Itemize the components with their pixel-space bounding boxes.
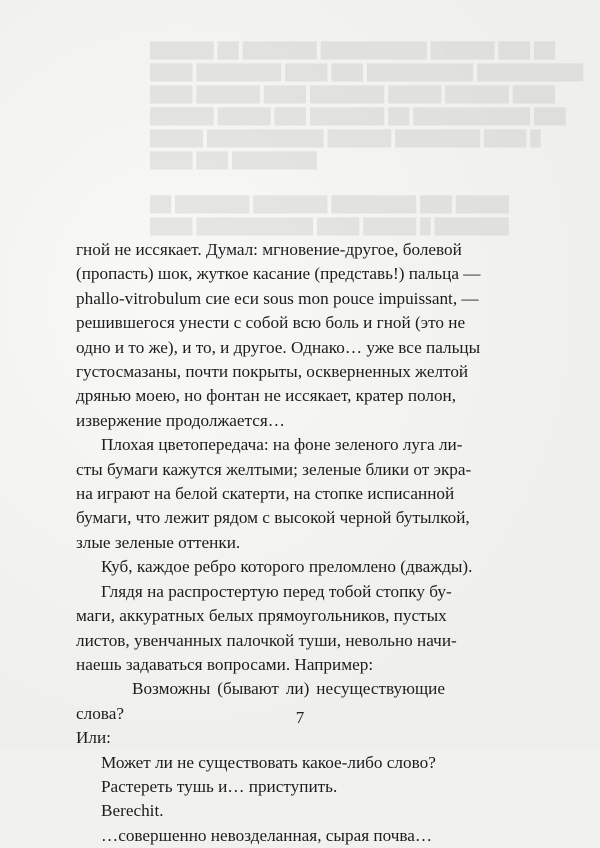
text-line: бумаги, что лежит рядом с высокой черной бутылкой,: [76, 508, 470, 528]
text-line: Berechit.: [101, 801, 164, 821]
text-line: маги, аккуратных белых прямоугольников, пустых: [76, 606, 447, 626]
show-through-text: ██████ ██ ███████ ██████████ ██████ ███ ██ ████ ████████ ████ ███ ██████████ ██████████ ████ ██████ ████ ███████ █████ ██████ ████ ██████ █████ ███ ███████ ██ ███████████ ███ █████ ███████████ ██████ ████████ ████ █ ████ ███ ████████ ██ ███████ ███████ ████████ ███ █████ ████ ███████████ ████ █████ █ ███████: [150, 43, 584, 235]
text-line: извержение продолжается…: [76, 410, 285, 430]
text-line: одно и то же), и то, и другое. Однако… уже все пальцы: [76, 337, 481, 357]
text-line: Глядя на распростертую перед тобой стопку бу-: [101, 581, 452, 601]
text-line: дрянью моею, но фонтан не иссякает, кратер полон,: [76, 386, 457, 406]
text-line: гной не иссякает. Думал: мгновение-другое, болевой: [76, 240, 462, 259]
text-line: на играют на белой скатерти, на стопке исписанной: [76, 484, 455, 504]
text-line: Куб, каждое ребро которого преломлено (дважды).: [101, 557, 473, 577]
text-line: наешь задаваться вопросами. Например:: [76, 654, 374, 674]
text-line: сты бумаги кажутся желтыми; зеленые блики от экра-: [76, 459, 472, 479]
text-line: Может ли не существовать какое-либо слово?: [101, 752, 436, 772]
text-line: Возможны (бывают ли) несуществующие: [132, 679, 445, 699]
text-line: злые зеленые оттенки.: [76, 532, 241, 552]
text-line: …совершенно невозделанная, сырая почва…: [101, 825, 433, 845]
text-line: решившегося унести с собой всю боль и гной (это не: [76, 313, 466, 333]
body-text: [76, 238, 481, 848]
text-line: листов, увенчанных палочкой туши, невольно начи-: [76, 630, 457, 650]
text-line: Или:: [76, 728, 111, 748]
text-line: Растереть тушь и… приступить.: [101, 776, 338, 796]
text-line: Плохая цветопередача: на фоне зеленого луга ли-: [101, 435, 463, 455]
text-line: phallo-vitrobulum сие еси sous mon pouce impuissant, —: [76, 288, 479, 308]
text-line: слова?: [76, 703, 124, 723]
text-line: (пропасть) шок, жуткое касание (представь!) пальца —: [76, 264, 481, 284]
page-number: 7: [295, 708, 305, 727]
text-line: густосмазаны, почти покрыты, оскверненных желтой: [76, 362, 469, 382]
